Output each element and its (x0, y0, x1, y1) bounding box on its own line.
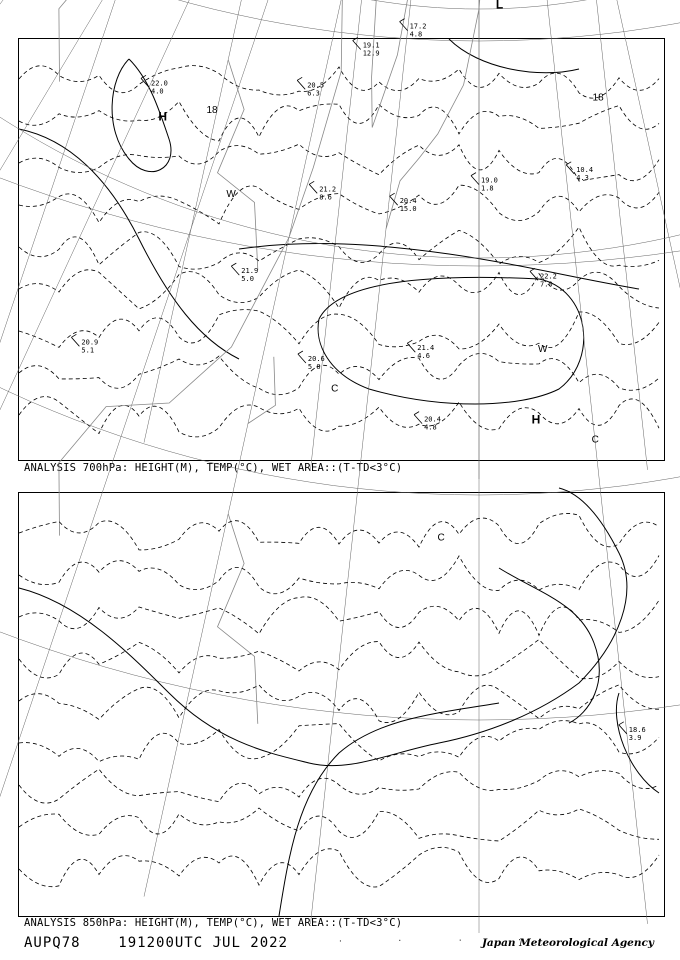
isotherm-line (19, 721, 659, 762)
isotherm-line (19, 66, 659, 98)
longitude-line (311, 0, 481, 470)
longitude-line (474, 0, 680, 256)
station-dewpoint-depression: 5.0 (307, 363, 321, 371)
cold-marker: C (437, 532, 445, 544)
warm-marker: W (537, 344, 548, 356)
height-contour (279, 703, 499, 916)
station-temp: 21.9 (241, 267, 259, 276)
isotherm-line (19, 101, 659, 140)
cold-marker: C (591, 434, 599, 446)
longitude-line (144, 0, 481, 443)
station-temp: 17.2 (409, 22, 427, 31)
isotherm-line (19, 144, 659, 181)
cold-marker: C (331, 383, 339, 395)
high-center: H (531, 412, 541, 427)
contour-label: 18 (592, 92, 604, 104)
isotherm-line (19, 685, 659, 723)
agency-credit: Japan Meteorological Agency (481, 937, 654, 949)
wet-dot (340, 940, 341, 941)
coastline-segment (218, 514, 258, 724)
isotherm-line (19, 847, 659, 887)
station-dewpoint-depression: 7.0 (540, 280, 553, 289)
height-contour (499, 568, 599, 723)
height-contour (449, 39, 579, 73)
station-temp: 22.2 (540, 272, 557, 281)
station-dewpoint-depression: 5.0 (241, 275, 254, 284)
analysis-700hpa-map (18, 38, 665, 461)
station-temp: 20.4 (399, 197, 417, 206)
station-dewpoint-depression: 4.6 (417, 352, 430, 361)
contour-label: 18 (206, 105, 218, 117)
station-temp: 22.0 (151, 79, 168, 88)
station-temp: 20.4 (424, 415, 441, 424)
station-dewpoint-depression: 8.6 (319, 193, 332, 202)
station-temp: 21.2 (319, 185, 337, 194)
station-dewpoint-depression: 6.3 (307, 89, 320, 98)
station-dewpoint-depression: 4.3 (576, 173, 589, 182)
isotherm-line (19, 769, 659, 803)
longitude-line (477, 0, 680, 446)
isotherm-line (19, 397, 659, 437)
height-contours (19, 488, 659, 916)
isotherm-line (19, 310, 659, 349)
isotherm-line (19, 640, 659, 679)
longitude-line (478, 0, 648, 470)
station-temp: 20.5 (307, 81, 325, 90)
latlon-grid (0, 0, 680, 479)
station-dewpoint-depression: 4.8 (409, 30, 423, 39)
station-temp: 20.6 (307, 355, 325, 363)
station-dewpoint-depression: 12.9 (362, 49, 380, 58)
isotherms (19, 513, 659, 887)
low-center: L (495, 0, 504, 12)
station-dewpoint-depression: 4.0 (151, 87, 164, 96)
station-temp: 10.4 (576, 165, 594, 174)
warm-marker: W (226, 189, 236, 201)
isotherm-line (19, 227, 659, 269)
caption-850hpa: ANALYSIS 850hPa: HEIGHT(M), TEMP(°C), WET AREA::(T-TD<3°C) (24, 917, 403, 929)
isotherms (19, 66, 659, 437)
station-dewpoint-depression: 15.0 (399, 205, 417, 214)
station-dewpoint-depression: 5.1 (81, 346, 95, 355)
isotherm-line (19, 556, 659, 594)
station-temp: 19.0 (481, 176, 498, 185)
station-dewpoint-depression: 1.8 (481, 184, 494, 193)
wind-barb (619, 725, 627, 734)
high-center: H (158, 109, 168, 124)
station-dewpoint-depression: 3.9 (628, 733, 642, 742)
isotherm-line (19, 513, 659, 549)
wet-dot (399, 940, 400, 941)
station-plot (619, 722, 646, 742)
station-temp: 18.6 (628, 725, 646, 734)
station-temp: 19.1 (362, 41, 380, 50)
height-contour (239, 244, 639, 289)
valid-time: 191200UTC JUL 2022 (118, 935, 289, 951)
coastline-segment (218, 60, 258, 270)
station-plot (566, 162, 593, 182)
isotherm-line (19, 185, 659, 224)
height-contour (318, 277, 584, 404)
isotherm-line (19, 808, 659, 841)
isotherm-line (19, 353, 659, 394)
isotherm-line (19, 270, 659, 309)
wet-dot (460, 940, 461, 941)
height-contour (616, 693, 659, 793)
map-700hpa-canvas (19, 39, 664, 460)
station-temp: 20.9 (81, 338, 99, 347)
caption-700hpa: ANALYSIS 700hPa: HEIGHT(M), TEMP(°C), WET AREA::(T-TD<3°C) (24, 462, 403, 474)
isotherm-line (19, 597, 659, 636)
longitude-line (476, 0, 680, 398)
station-temp: 21.4 (417, 344, 435, 353)
chart-code-and-time (24, 935, 288, 951)
station-dewpoint-depression: 4.8 (424, 423, 437, 432)
chart-code: AUPQ78 (24, 935, 81, 951)
wind-barb-flag (619, 722, 624, 725)
height-contour (19, 129, 239, 359)
wind-barb (566, 165, 574, 174)
